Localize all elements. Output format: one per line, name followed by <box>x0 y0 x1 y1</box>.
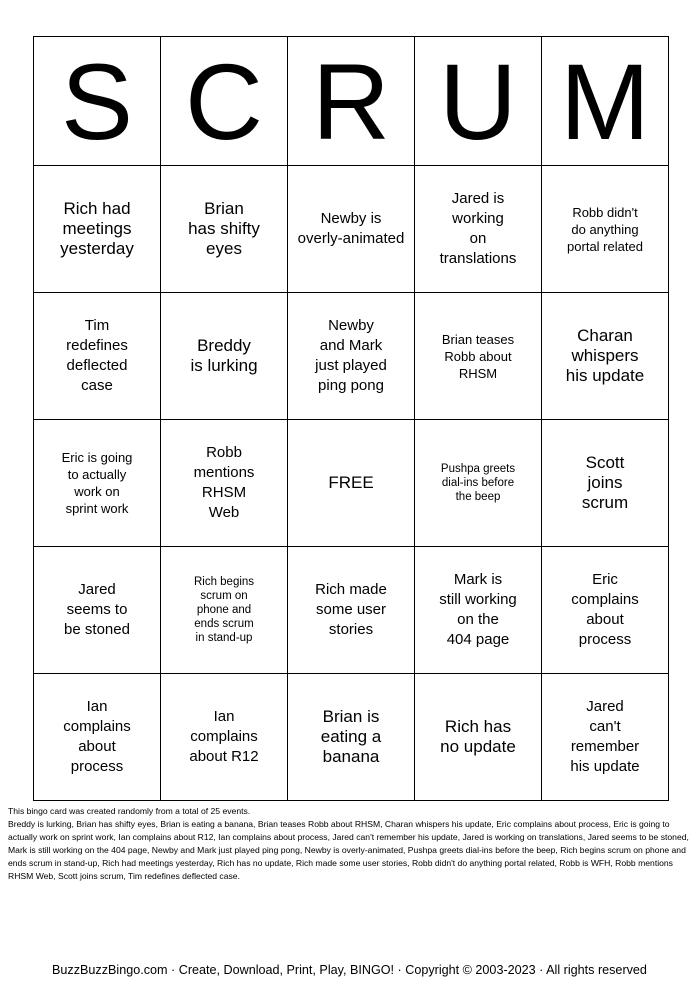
bingo-row <box>34 166 669 293</box>
bingo-row <box>34 293 669 420</box>
bingo-cell-text: Jared seems to be stoned <box>64 581 130 638</box>
bingo-cell-text: Robb mentions RHSM Web <box>193 444 255 521</box>
bingo-cell-text: Jared can't remember his update <box>570 698 640 775</box>
bingo-cell-text: Breddy is lurking <box>190 336 258 375</box>
card-info-events: Breddy is lurking, Brian has shifty eyes, Brian is eating a banana, Brian teases Robb about RHSM, Charan whispers his update, Eric complains about process, Eric is going to actually work on sprint work, Ian complains about R12, Ian complains about process, Jared can't remember his update, Jared is working on translations, Jared seems to be stoned, Mark is still working on the 404 page, Newby and Mark just played ping pong, Newby is overly-animated, Pushpa greets dial-ins before the beep, Rich begins scrum on phone and ends scrum in stand-up, Rich had meetings yesterday, Rich has no update, Rich made some user stories, Robb didn't do anything portal related, Robb is WFH, Robb mentions RHSM Web, Scott joins scrum, Tim redefines deflected case. <box>8 819 689 881</box>
bingo-cell <box>34 293 161 420</box>
bingo-cell-text: Brian is eating a banana <box>320 707 382 766</box>
bingo-cell <box>161 547 288 674</box>
bingo-cell-text: Rich made some user stories <box>315 581 387 638</box>
bingo-cell-text: Newby is overly-animated <box>297 210 405 247</box>
bingo-cell-text: Eric is going to actually work on sprint work <box>61 450 133 516</box>
footer-credits: BuzzBuzzBingo.com · Create, Download, Print, Play, BINGO! · Copyright © 2003-2023 · All rights reserved <box>52 963 647 977</box>
bingo-cell-text: Rich has no update <box>440 717 516 756</box>
bingo-cell <box>34 166 161 293</box>
bingo-row <box>34 420 669 547</box>
bingo-cell <box>34 420 161 547</box>
header-letter-s: S <box>34 37 161 166</box>
bingo-card <box>33 36 669 801</box>
bingo-cell <box>161 420 288 547</box>
card-info-summary: This bingo card was created randomly from a total of 25 events. <box>8 806 251 816</box>
bingo-cell-text: Charan whispers his update <box>565 326 645 385</box>
header-letter-r: R <box>288 37 415 166</box>
card-info <box>8 805 692 883</box>
bingo-cell <box>415 293 542 420</box>
bingo-row <box>34 547 669 674</box>
bingo-cell <box>288 420 415 547</box>
bingo-row <box>34 674 669 801</box>
bingo-cell <box>415 547 542 674</box>
bingo-cell-text: Newby and Mark just played ping pong <box>315 317 387 394</box>
bingo-cell-text: Rich begins scrum on phone and ends scrum in stand-up <box>193 576 255 644</box>
bingo-cell <box>34 547 161 674</box>
bingo-cell <box>288 547 415 674</box>
bingo-cell-text: Brian teases Robb about RHSM <box>441 331 515 381</box>
bingo-cell-text: Mark is still working on the 404 page <box>439 571 517 648</box>
bingo-cell-text: FREE <box>328 473 374 492</box>
bingo-cell-text: Ian complains about R12 <box>189 708 259 765</box>
bingo-cell-text: Brian has shifty eyes <box>188 199 260 258</box>
bingo-cell-text: Jared is working on translations <box>439 190 517 267</box>
bingo-cell <box>542 674 669 801</box>
header-row <box>34 37 669 166</box>
bingo-cell-text: Scott joins scrum <box>581 453 629 512</box>
bingo-cell <box>415 674 542 801</box>
bingo-cell <box>415 420 542 547</box>
header-letter-m: M <box>542 37 669 166</box>
bingo-cell <box>288 674 415 801</box>
bingo-cell-text: Rich had meetings yesterday <box>60 199 134 258</box>
bingo-cell <box>161 674 288 801</box>
bingo-cell-text: Robb didn't do anything portal related <box>567 204 643 254</box>
bingo-cell <box>288 166 415 293</box>
bingo-cell <box>161 293 288 420</box>
bingo-cell <box>161 166 288 293</box>
header-letter-u: U <box>415 37 542 166</box>
bingo-cell <box>288 293 415 420</box>
bingo-cell <box>542 547 669 674</box>
bingo-cell <box>542 293 669 420</box>
bingo-cell <box>415 166 542 293</box>
bingo-cell <box>542 420 669 547</box>
bingo-cell-text: Tim redefines deflected case <box>66 317 128 394</box>
bingo-cell <box>34 674 161 801</box>
bingo-cell <box>542 166 669 293</box>
bingo-cell-text: Pushpa greets dial-ins before the beep <box>440 463 516 503</box>
bingo-cell-text: Eric complains about process <box>571 571 639 648</box>
bingo-cell-text: Ian complains about process <box>63 698 131 775</box>
header-letter-c: C <box>161 37 288 166</box>
